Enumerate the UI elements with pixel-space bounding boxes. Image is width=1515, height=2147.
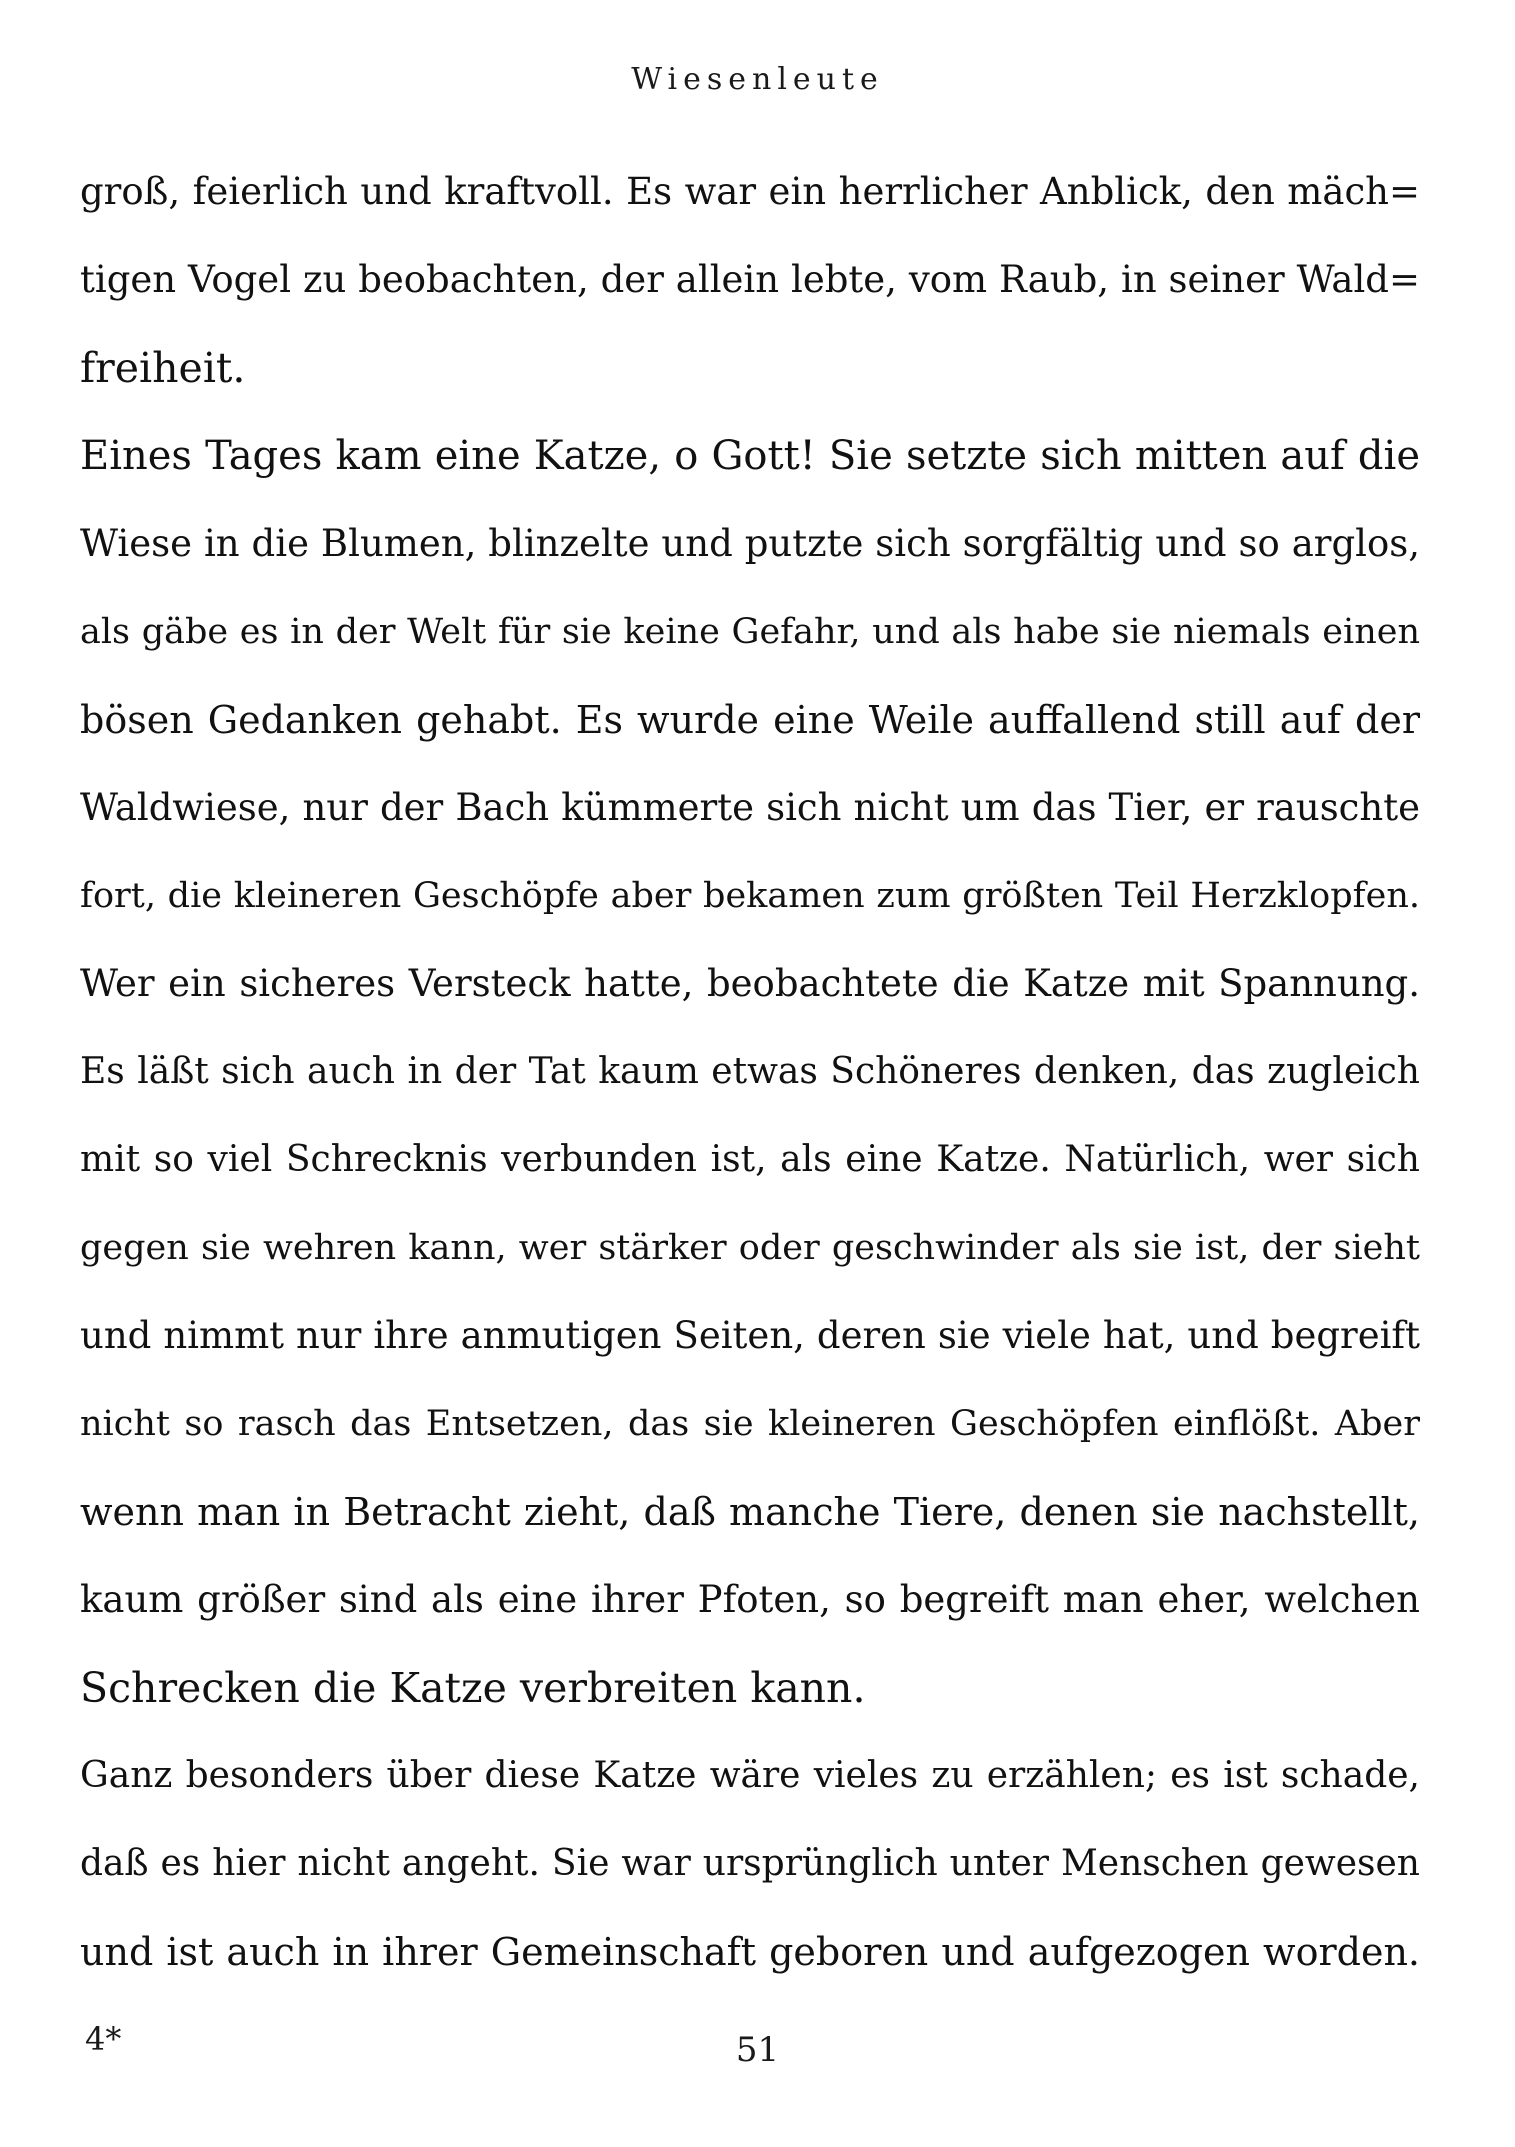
body-text	[80, 148, 1420, 1996]
page-number: 51	[735, 2030, 780, 2070]
text-line: fort, die kleineren Geschöpfe aber bekamen zum größten Teil Herzklopfen.	[80, 876, 1420, 916]
text-line: bösen Gedanken gehabt. Es wurde eine Weile auffallend still auf der	[80, 698, 1420, 742]
text-line: Ganz besonders über diese Katze wäre vieles zu erzählen; es ist schade,	[80, 1755, 1420, 1796]
text-line: Schrecken die Katze verbreiten kann.	[80, 1664, 866, 1712]
text-line: daß es hier nicht angeht. Sie war ursprünglich unter Menschen gewesen	[80, 1843, 1420, 1884]
text-line: Eines Tages kam eine Katze, o Gott! Sie setzte sich mitten auf die	[80, 433, 1420, 479]
running-head: Wiesenleute	[631, 62, 884, 97]
text-line: nicht so rasch das Entsetzen, das sie kleineren Geschöpfen einflößt. Aber	[80, 1404, 1420, 1444]
text-line: und ist auch in ihrer Gemeinschaft geboren und aufgezogen worden.	[80, 1930, 1420, 1974]
text-line: als gäbe es in der Welt für sie keine Gefahr, und als habe sie niemals einen	[80, 612, 1420, 652]
text-line: kaum größer sind als eine ihrer Pfoten, so begreift man eher, welchen	[80, 1578, 1420, 1621]
text-line: Waldwiese, nur der Bach kümmerte sich nicht um das Tier, er rauschte	[80, 786, 1420, 829]
text-line: groß, feierlich und kraftvoll. Es war ein herrlicher Anblick, den mäch=	[80, 170, 1420, 213]
text-line: mit so viel Schrecknis verbunden ist, als eine Katze. Natürlich, wer sich	[80, 1139, 1420, 1180]
text-line: freiheit.	[80, 344, 246, 392]
text-line: gegen sie wehren kann, wer stärker oder geschwinder als sie ist, der sieht	[80, 1228, 1420, 1268]
signature-mark: 4*	[85, 2020, 122, 2058]
text-line: Wiese in die Blumen, blinzelte und putzte sich sorgfältig und so arglos,	[80, 522, 1420, 565]
text-line: wenn man in Betracht zieht, daß manche Tiere, denen sie nachstellt,	[80, 1490, 1420, 1534]
text-line: tigen Vogel zu beobachten, der allein lebte, vom Raub, in seiner Wald=	[80, 258, 1420, 301]
text-line: und nimmt nur ihre anmutigen Seiten, deren sie viele hat, und begreift	[80, 1314, 1420, 1357]
text-line: Es läßt sich auch in der Tat kaum etwas Schöneres denken, das zugleich	[80, 1051, 1420, 1092]
text-line: Wer ein sicheres Versteck hatte, beobachtete die Katze mit Spannung.	[80, 962, 1420, 1005]
